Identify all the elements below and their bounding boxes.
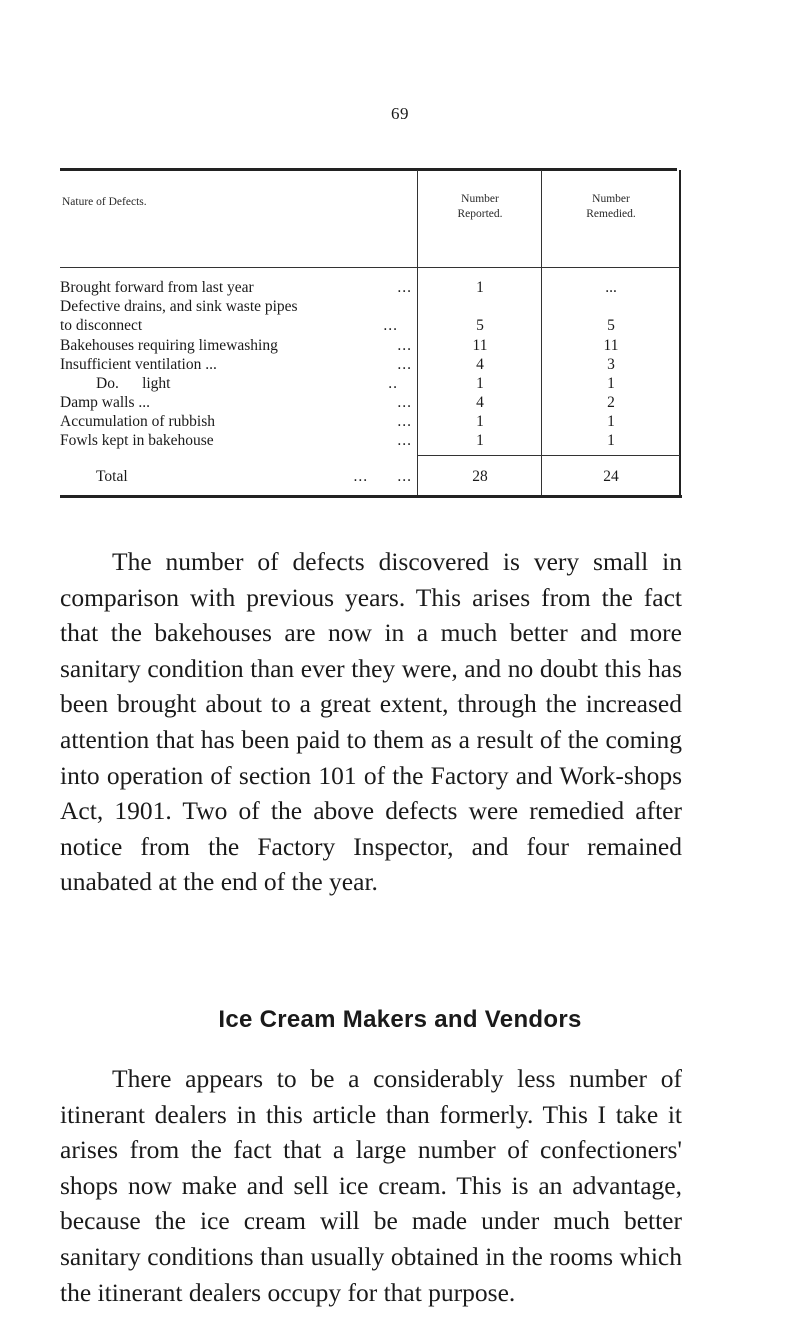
table-cell-remedied: ... [605,279,617,296]
table-cell-reported: 1 [476,432,484,449]
paragraph-ice-cream: There appears to be a considerably less number of itinerant dealers in this article than formerly. This I take it arises from the fact that a large number of confectioners' shops now make and sell ice cream. This is an advantage, because the ice cream will be made under much better sanitary conditions than usually obtained in the rooms which the itinerant dealers occupy for that purpose. [60,1064,682,1307]
header-remedied-line2: Remedied. [586,208,636,220]
total-reported: 28 [472,468,488,485]
header-remedied-line1: Number [592,193,630,205]
table-bottom-rule [60,495,682,498]
table-cell-remedied: 3 [607,356,615,373]
table-row-label: Do. light .. [96,375,398,392]
table-cell-reported: 4 [476,394,484,411]
header-reported [418,192,542,222]
defects-table [60,168,682,496]
table-cell-reported: 4 [476,356,484,373]
table-row-label: Fowls kept in bakehouse ... [60,432,412,449]
total-rule [418,455,680,456]
table-cell-reported: 5 [476,317,484,334]
table-cell-remedied: 1 [607,375,615,392]
page-number: 69 [391,104,409,123]
total-remedied: 24 [603,468,619,485]
table-row-label: Bakehouses requiring limewashing ... [60,337,412,354]
table-top-rule [60,168,677,171]
table-row-label: Defective drains, and sink waste pipes [60,298,298,315]
table-cell-reported: 1 [476,413,484,430]
table-row-label: Brought forward from last year ... [60,279,412,296]
table-cell-reported: 1 [476,279,484,296]
header-reported-line1: Number [461,193,499,205]
table-row-label: Insufficient ventilation ... ... [60,356,412,373]
table-cell-remedied: 11 [603,337,619,354]
table-cell-remedied: 1 [607,432,615,449]
total-label: Total ... ... [96,468,412,485]
header-reported-line2: Reported. [457,208,503,220]
paragraph-bakehouse-defects: The number of defects discovered is very small in comparison with previous years. This arises from the fact that the bakehouses are now in a much better and more sanitary condition than ever they were, and no doubt this has been brought about to a great extent, through the increased attention that has been paid to them as a result of the coming into operation of section 101 of the Factory and Work-shops Act, 1901. Two of the above defects were remedied after notice from the Factory Inspector, and four remained unabated at the end of the year. [60,547,682,897]
header-nature: Nature of Defects. [62,196,147,208]
header-remedied [542,192,680,222]
section-heading: Ice Cream Makers and Vendors [218,1006,582,1033]
table-cell-reported: 1 [476,375,484,392]
table-row-label: Damp walls ... ... [60,394,412,411]
table-cell-remedied: 1 [607,413,615,430]
table-row-label: Accumulation of rubbish ... [60,413,412,430]
header-rule [60,267,680,268]
table-row-label: to disconnect ... [60,317,398,334]
table-cell-reported: 11 [472,337,488,354]
table-cell-remedied: 2 [607,394,615,411]
table-cell-remedied: 5 [607,317,615,334]
